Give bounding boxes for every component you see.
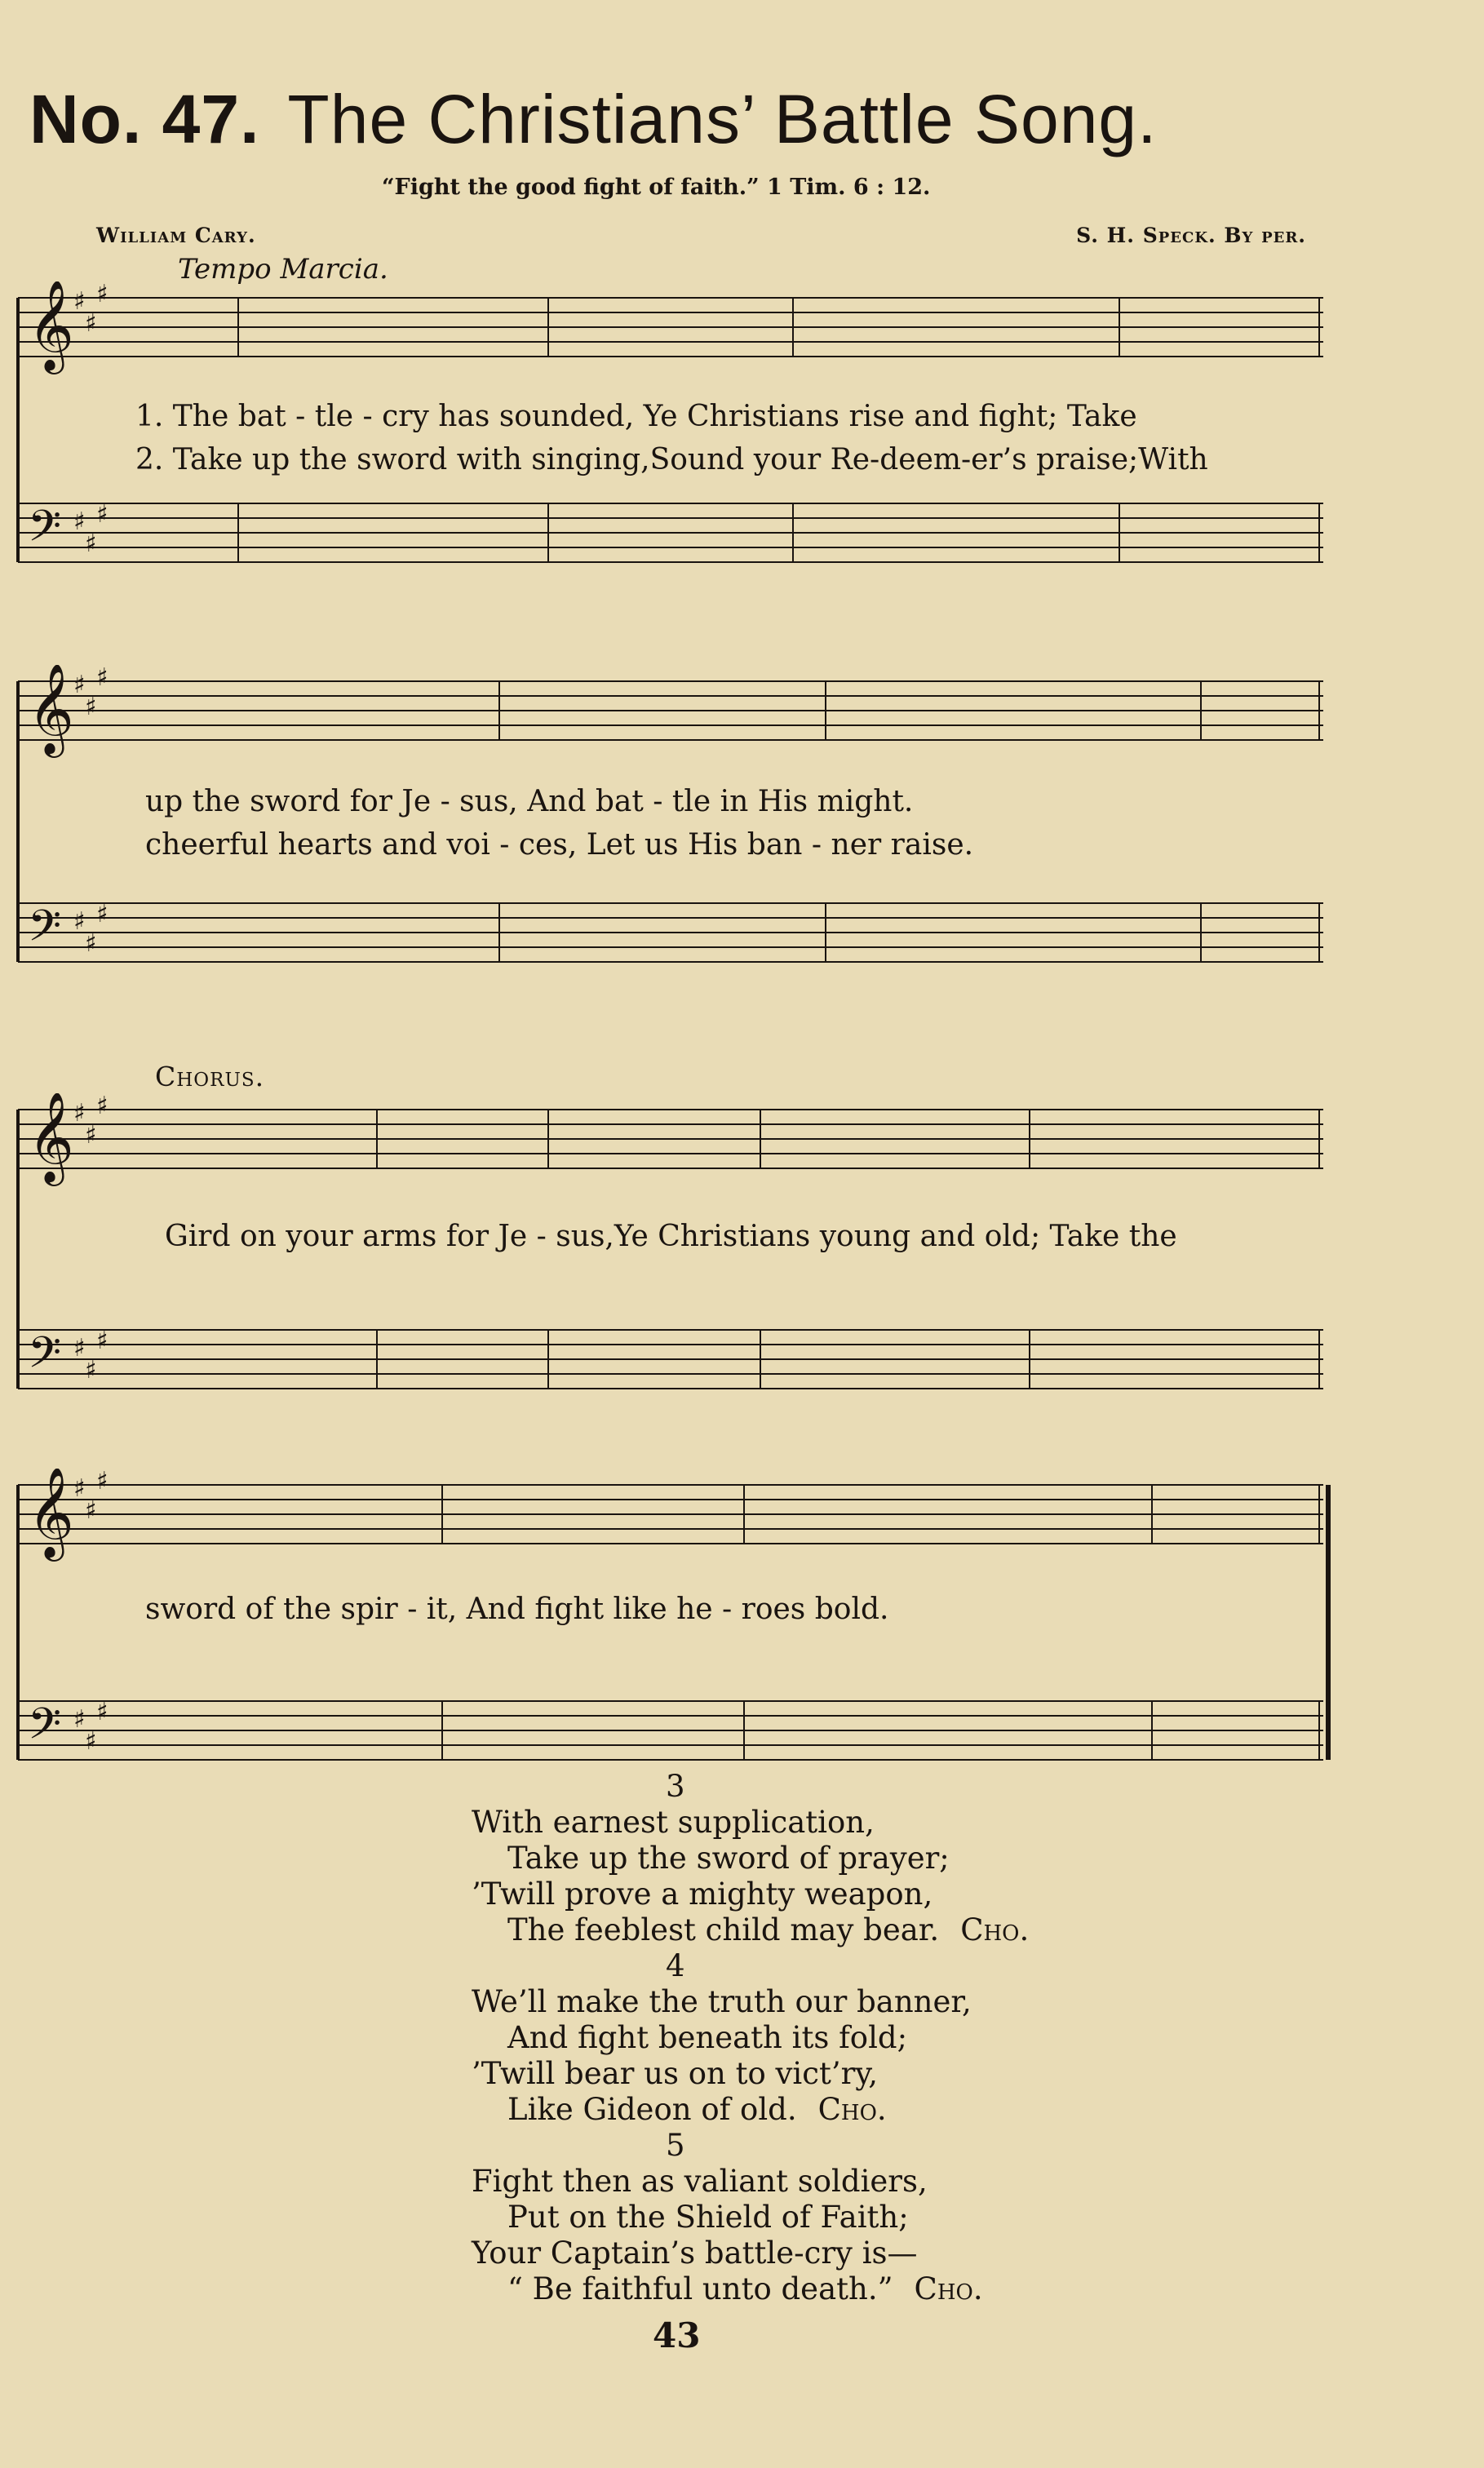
music-staves-3 [10,1093,1331,1436]
verse-line: And fight beneath its fold; [507,2020,908,2055]
chorus-cue: Cho. [817,2092,887,2127]
verse-line-text: The feeblest child may bear. [507,1912,940,1947]
verse-line: ’Twill prove a mighty weapon, [472,1876,933,1912]
verse-4 [472,1948,1206,2128]
svg-text:♯: ♯ [85,309,97,338]
key-signature-icon [73,1698,109,1756]
bass-staff [18,1327,1323,1389]
lyric-line-system-2-verse-1: up the sword for Je - sus, And bat - tle in His might. [145,785,914,818]
key-signature-icon [73,1327,109,1385]
verse-line: Put on the Shield of Faith; [507,2200,909,2235]
treble-clef-icon: 𝄞 [28,1093,74,1182]
treble-staff [18,1093,1323,1186]
svg-text:♯: ♯ [73,671,86,699]
verse-line: ’Twill bear us on to vict’ry, [472,2056,879,2091]
svg-text:♯: ♯ [96,1469,109,1495]
scripture-epigraph: “Fight the good fight of faith.” 1 Tim. 6 : 12. [382,175,931,200]
verse-line [472,1912,1206,1948]
svg-text:♯: ♯ [96,665,109,692]
svg-text:♯: ♯ [85,929,97,958]
treble-staff [18,665,1323,758]
verse-5 [472,2128,1206,2307]
additional-verses [472,1769,1206,2307]
svg-text:♯: ♯ [96,1093,109,1120]
key-signature-icon [73,665,109,721]
bass-clef-icon: 𝄢 [28,902,62,962]
verse-line [472,2271,1206,2307]
verse-line-text: “ Be faithful unto death.” [507,2271,893,2306]
verse-number: 4 [666,1948,685,1983]
music-system-3 [10,1093,1331,1436]
verse-line: We’ll make the truth our banner, [472,1984,972,2019]
lyric-line-chorus-1: Gird on your arms for Je - sus,Ye Christians young and old; Take the [165,1220,1177,1253]
lyric-line-verse-2: 2. Take up the sword with singing,Sound your Re-deem-er’s praise;With [135,443,1208,476]
svg-text:♯: ♯ [85,1356,97,1385]
svg-text:♯: ♯ [73,507,86,536]
music-credit: S. H. Speck. By per. [1076,224,1306,247]
svg-text:♯: ♯ [96,900,109,928]
verse-line-text: Like Gideon of old. [507,2092,797,2127]
verse-number: 3 [666,1769,685,1804]
treble-clef-icon: 𝄞 [28,281,74,370]
bass-staff [18,500,1323,562]
bass-clef-icon: 𝄢 [28,502,62,562]
treble-staff [18,1469,1323,1562]
words-credit: William Cary. [96,224,256,247]
verse-line [472,2092,1206,2128]
svg-text:♯: ♯ [73,287,86,316]
svg-text:♯: ♯ [73,1334,86,1362]
svg-text:♯: ♯ [96,1327,109,1355]
svg-text:♯: ♯ [73,1474,86,1503]
hymn-title: The Christians’ Battle Song. [287,81,1158,157]
lyric-line-system-2-verse-2: cheerful hearts and voi - ces, Let us His ban - ner raise. [145,828,974,862]
svg-text:♯: ♯ [85,693,97,721]
verse-line: Your Captain’s battle-cry is— [472,2235,918,2271]
bass-clef-icon: 𝄢 [28,1699,62,1760]
key-signature-icon [73,1469,109,1525]
lyric-line-verse-1: 1. The bat - tle - cry has sounded, Ye Christians rise and fight; Take [135,400,1137,433]
treble-staff [18,281,1323,374]
treble-clef-icon: 𝄞 [28,1469,74,1557]
svg-text:♯: ♯ [85,1496,97,1525]
svg-text:♯: ♯ [73,907,86,936]
chorus-cue: Cho. [914,2271,983,2306]
svg-text:♯: ♯ [85,1727,97,1756]
svg-text:♯: ♯ [73,1705,86,1734]
chorus-cue: Cho. [960,1912,1030,1947]
verse-3 [472,1769,1206,1948]
svg-text:♯: ♯ [85,529,97,558]
key-signature-icon [73,1093,109,1150]
verse-line: With earnest supplication, [472,1805,875,1840]
bass-staff [18,1698,1323,1760]
bass-clef-icon: 𝄢 [28,1328,62,1389]
key-signature-icon [73,281,109,338]
hymn-number: No. 47. [29,81,260,157]
chorus-label: Chorus. [155,1061,265,1092]
bass-staff [18,900,1323,962]
key-signature-icon [73,900,109,958]
key-signature-icon [73,500,109,558]
hymn-heading [29,78,1465,160]
svg-text:♯: ♯ [85,1121,97,1150]
tempo-marking: Tempo Marcia. [178,253,388,286]
svg-text:♯: ♯ [73,1099,86,1128]
verse-line: Take up the sword of prayer; [507,1841,950,1876]
treble-clef-icon: 𝄞 [28,665,74,754]
svg-text:♯: ♯ [96,500,109,529]
page-number: 43 [653,2315,701,2355]
svg-text:♯: ♯ [96,1698,109,1726]
svg-text:♯: ♯ [96,281,109,308]
verse-line: Fight then as valiant soldiers, [472,2164,928,2199]
verse-number: 5 [666,2128,685,2163]
lyric-line-chorus-2: sword of the spir - it, And fight like he - roes bold. [145,1593,889,1626]
